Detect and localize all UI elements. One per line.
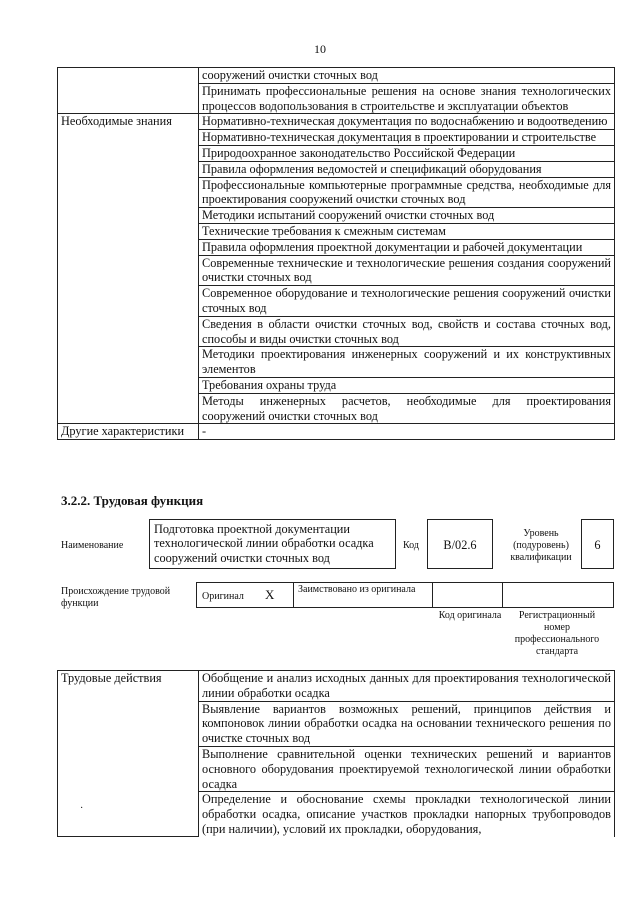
origin-divider [293, 583, 294, 607]
skill-row: сооружений очистки сточных вод [199, 68, 615, 84]
level-value-box: 6 [581, 519, 614, 569]
knowledge-table [57, 67, 615, 440]
name-label: Наименование [61, 540, 124, 551]
knowledge-row: Методы инженерных расчетов, необходимые для проектирования сооружений очистки сточных вод [199, 393, 615, 424]
skill-row: Принимать профессиональные решения на основе знания технологических процессов водопользования в строительстве и эксплуатации объектов [199, 83, 615, 114]
knowledge-row: Профессиональные компьютерные программные средства, необходимые для проектирования сооружений очистки сточных вод [199, 177, 615, 208]
original-mark: X [265, 587, 275, 602]
registration-number-caption: Регистрационный номер профессионального стандарта [514, 610, 600, 657]
knowledge-row: Современные технические и технологические решения создания сооружений очистки сточных вод [199, 255, 615, 286]
borrowed-label: Заимствовано из оригинала [298, 584, 416, 595]
function-code-box: B/02.6 [427, 519, 493, 569]
origin-box [196, 582, 614, 608]
origin-divider [502, 583, 503, 607]
original-label: Оригинал [202, 591, 244, 602]
labour-action-row: Выявление вариантов возможных решений, принципов действия и компоновок линии обработки осадка на основании технического решения по очистке сточных вод [199, 701, 615, 746]
function-name-box: Подготовка проектной документации технологической линии обработки осадка сооружений очистки сточных вод [149, 519, 396, 569]
knowledge-row: Природоохранное законодательство Российской Федерации [199, 145, 615, 161]
other-characteristics-label: Другие характеристики [58, 424, 199, 440]
knowledge-row: Методики проектирования инженерных сооружений и их конструктивных элементов [199, 347, 615, 378]
knowledge-label: Необходимые знания [58, 114, 199, 424]
code-original-caption: Код оригинала [438, 610, 502, 621]
knowledge-row: Требования охраны труда [199, 377, 615, 393]
knowledge-row: Сведения в области очистки сточных вод, свойств и состава сточных вод, способы и виды очистки сточных вод [199, 316, 615, 347]
stray-mark: · [80, 803, 84, 814]
labour-action-row: Обобщение и анализ исходных данных для проектирования технологической линии обработки осадка [199, 671, 615, 702]
origin-divider [432, 583, 433, 607]
labour-action-row: Выполнение сравнительной оценки технических решений и вариантов основного оборудования проектируемой технологической линии обработки осадка [199, 746, 615, 791]
knowledge-row: Правила оформления проектной документации и рабочей документации [199, 239, 615, 255]
knowledge-row: Методики испытаний сооружений очистки сточных вод [199, 208, 615, 224]
code-label: Код [403, 540, 419, 551]
labour-actions-label: Трудовые действия [58, 671, 199, 837]
other-characteristics-value: - [199, 424, 615, 440]
knowledge-row: Нормативно-техническая документация по водоснабжению и водоотведению [199, 114, 615, 130]
labour-action-row: Определение и обоснование схемы прокладки технологической линии обработки осадка, описание участков прокладки напорных трубопроводов (при наличии), условий их прокладки, оборудования, [199, 792, 615, 837]
section-heading: 3.2.2. Трудовая функция [61, 493, 204, 508]
page-number: 10 [314, 42, 326, 56]
knowledge-row: Современное оборудование и технологические решения сооружений очистки сточных вод [199, 286, 615, 317]
level-label: Уровень (подуровень) квалификации [510, 528, 572, 563]
knowledge-row: Нормативно-техническая документация в проектировании и строительстве [199, 130, 615, 146]
labour-actions-table [57, 670, 615, 837]
knowledge-row: Правила оформления ведомостей и спецификаций оборудования [199, 161, 615, 177]
table-label-cell-empty [58, 68, 199, 114]
knowledge-row: Технические требования к смежным системам [199, 223, 615, 239]
origin-label: Происхождение трудовой функции [61, 586, 171, 609]
